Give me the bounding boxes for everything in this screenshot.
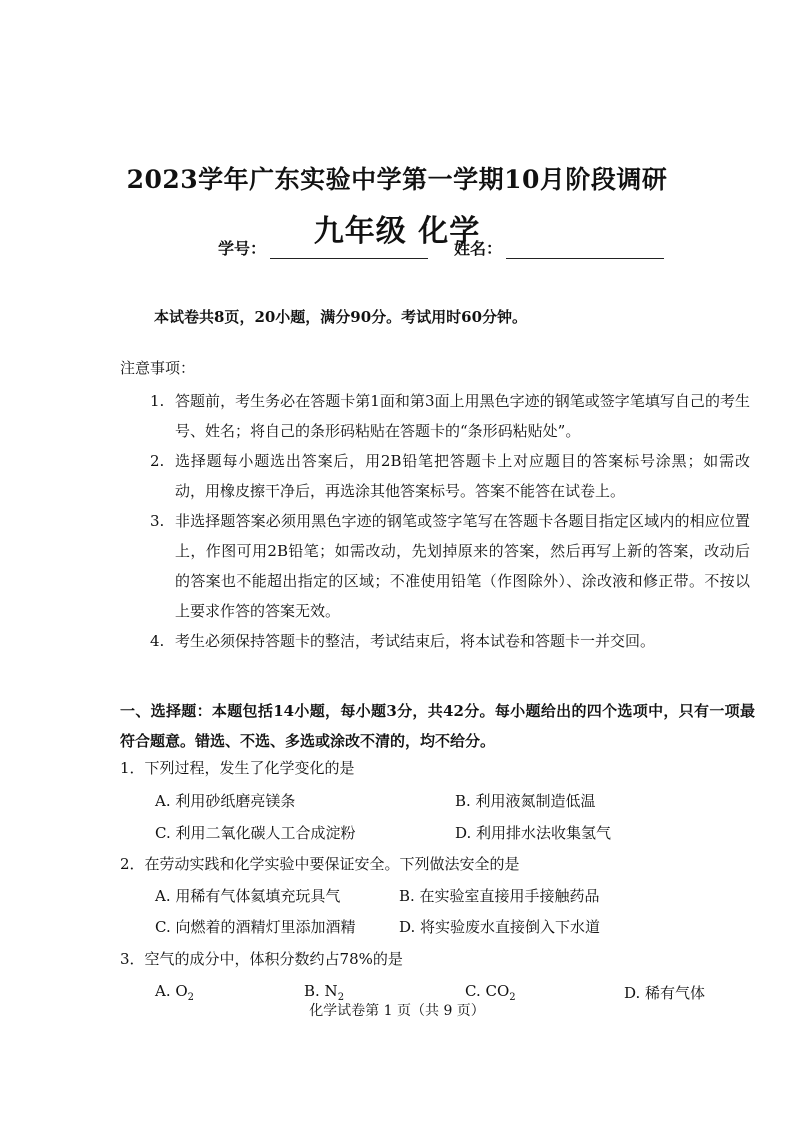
question-2-option-a: A. 用稀有气体氦填充玩具气 (155, 887, 341, 905)
question-1-option-c: C. 利用二氧化碳人工合成淀粉 (155, 824, 356, 842)
student-info-row (218, 236, 664, 259)
notice-text: 非选择题答案必须用黑色字迹的钢笔或签字笔写在答题卡各题目指定区域内的相应位置上，作图可用2B铅笔；如需改动，先划掉原来的答案，然后再写上新的答案，改动后的答案也不能超出指定的区域；不准使用铅笔（作图除外）、涂改液和修正带。不按以上要求作答的答案无效。 (175, 512, 750, 620)
notice-heading: 注意事项： (120, 359, 196, 377)
name-blank[interactable] (506, 240, 664, 259)
question-1-stem: 1．下列过程，发生了化学变化的是 (120, 759, 355, 777)
exam-meta: 本试卷共8页，20小题，满分90分。考试用时60分钟。 (154, 308, 528, 326)
notice-number: 2. (150, 452, 165, 470)
exam-title: 2023学年广东实验中学第一学期10月阶段调研 (126, 165, 668, 194)
subscript: 2 (187, 992, 195, 1003)
subscript: 2 (337, 992, 345, 1003)
notice-number: 1. (150, 392, 165, 410)
notice-text: 选择题每小题选出答案后，用2B铅笔把答题卡上对应题目的答案标号涂黑；如需改动，用橡皮擦干净后，再选涂其他答案标号。答案不能答在试卷上。 (175, 452, 750, 500)
name-label: 姓名： (454, 239, 503, 258)
option-c-formula: C. CO (465, 982, 510, 1000)
page-footer: 化学试卷第 1 页（共 9 页） (309, 1003, 485, 1019)
question-1-option-d: D. 利用排水法收集氢气 (455, 824, 612, 842)
question-3-option-d: D. 稀有气体 (624, 984, 706, 1002)
notice-text: 答题前，考生务必在答题卡第1面和第3面上用黑色字迹的钢笔或签字笔填写自己的考生号、姓名；将自己的条形码粘贴在答题卡的“条形码粘贴处”。 (175, 392, 750, 440)
notice-list (150, 386, 750, 656)
question-2-stem: 2．在劳动实践和化学实验中要保证安全。下列做法安全的是 (120, 855, 520, 873)
option-a-formula: A. O (155, 982, 188, 1000)
notice-text: 考生必须保持答题卡的整洁，考试结束后，将本试卷和答题卡一并交回。 (175, 632, 656, 650)
notice-item (150, 506, 750, 626)
question-1-option-a: A. 利用砂纸磨亮镁条 (155, 792, 296, 810)
student-id-blank[interactable] (270, 240, 428, 259)
question-2-option-b: B. 在实验室直接用手接触药品 (399, 887, 600, 905)
question-2-option-c: C. 向燃着的酒精灯里添加酒精 (155, 918, 356, 936)
notice-item (150, 386, 750, 446)
exam-subtitle: 九年级 化学 (313, 214, 481, 249)
student-id-label: 学号： (218, 239, 267, 258)
notice-number: 3. (150, 512, 165, 530)
option-b-formula: B. N (304, 982, 338, 1000)
question-2-option-d: D. 将实验废水直接倒入下水道 (399, 918, 601, 936)
notice-item (150, 626, 750, 656)
section-heading: 一、选择题：本题包括14小题，每小题3分，共42分。每小题给出的四个选项中，只有一项最符合题意。错选、不选、多选或涂改不清的，均不给分。 (120, 702, 755, 750)
question-3-stem: 3．空气的成分中，体积分数约占78%的是 (120, 950, 403, 968)
question-1-option-b: B. 利用液氮制造低温 (455, 792, 596, 810)
subscript: 2 (509, 992, 516, 1003)
notice-number: 4. (150, 632, 165, 650)
notice-item (150, 446, 750, 506)
